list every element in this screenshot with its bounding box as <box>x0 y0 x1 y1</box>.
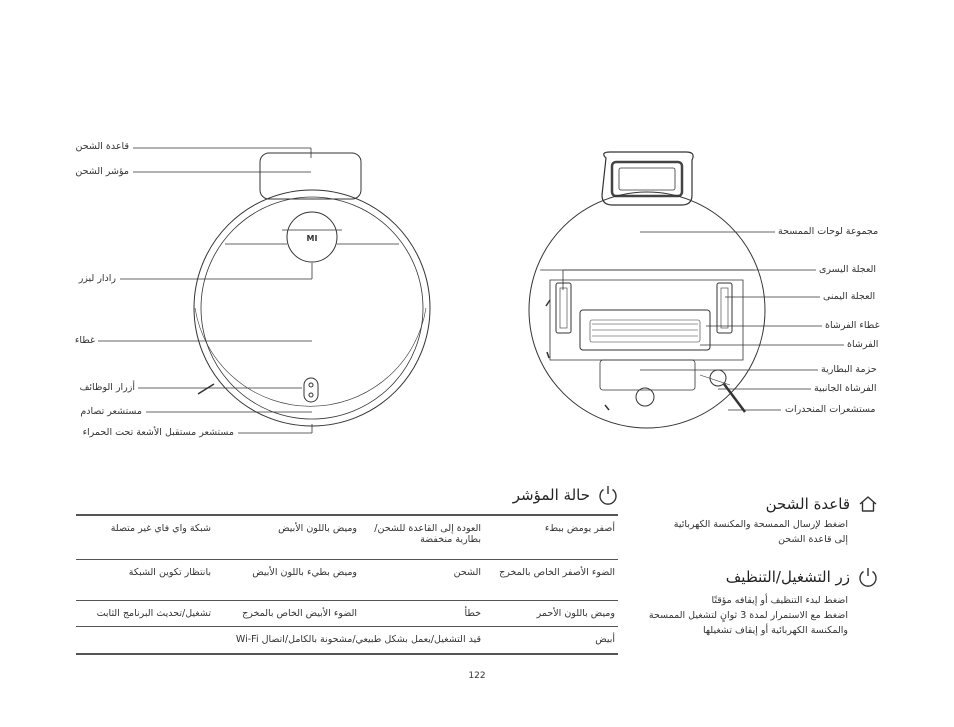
label-brush: الفرشاة <box>847 339 879 350</box>
side-brush <box>710 370 726 386</box>
power-icon <box>597 484 619 510</box>
mi-logo: MI <box>306 234 318 243</box>
robot-body-outline <box>194 190 430 426</box>
power-button-title: زر التشغيل/التنظيف <box>725 568 850 586</box>
label-charging-dock: قاعدة الشحن <box>75 141 129 152</box>
label-battery-pack: حزمة البطارية <box>821 364 877 375</box>
table-cell: قيد التشغيل/يعمل بشكل طبيعي/مشحونة بالكامل/اتصال Wi-Fi <box>235 633 481 645</box>
right-wheel <box>717 283 732 333</box>
table-row <box>76 600 618 626</box>
label-ir-receiver: مستشعر مستقبل الأشعة تحت الحمراء <box>82 427 234 438</box>
label-left-wheel: العجلة اليسرى <box>819 264 877 275</box>
table-row <box>76 559 618 600</box>
label-mop-module: مجموعة لوحات الممسحة <box>778 226 879 237</box>
table-cell: وميض باللون الأحمر <box>536 607 615 619</box>
dock-button-text-line-1: اضغط لإرسال الممسحة والمكنسة الكهربائية <box>673 519 848 530</box>
label-collision-sensor: مستشعر تصادم <box>80 406 142 417</box>
label-function-buttons: أزرار الوظائف <box>79 382 135 393</box>
table-cell: أصفر يومض ببطء <box>544 523 615 534</box>
home-icon <box>857 494 879 518</box>
battery-pack <box>600 360 695 390</box>
table-cell: الشحن <box>453 566 481 578</box>
power-button-text-line-3: والمكنسة الكهربائية أو إيقاف تشغيلها <box>703 625 848 636</box>
table-cell: العودة إلى القاعدة للشحن/ بطارية منخفضة <box>374 523 481 545</box>
table-cell: تشغيل/تحديث البرنامج الثابت <box>96 607 211 619</box>
label-laser-radar: رادار ليزر <box>78 273 116 284</box>
left-wheel <box>556 283 571 333</box>
table-cell: وميض باللون الأبيض <box>278 523 357 534</box>
table-cell: أبيض <box>595 633 615 645</box>
label-brush-cover: غطاء الفرشاة <box>825 320 880 331</box>
charging-dock-top <box>260 153 361 199</box>
table-cell: الضوء الأبيض الخاص بالمخرج <box>242 607 357 619</box>
function-buttons <box>304 378 318 402</box>
dock-button-title: قاعدة الشحن <box>765 495 850 513</box>
table-cell: وميض بطيء باللون الأبيض <box>252 566 357 578</box>
label-charging-indicator: مؤشر الشحن <box>75 166 129 177</box>
label-right-wheel: العجلة اليمنى <box>823 291 876 302</box>
page-number: 122 <box>468 671 486 681</box>
table-cell: الضوء الأصفر الخاص بالمخرج <box>499 566 615 578</box>
power-button-text-line-1: اضغط لبدء التنظيف أو إيقافه مؤقتًا <box>711 595 848 606</box>
robot-top-view <box>194 153 430 426</box>
right-leader-lines <box>563 232 844 410</box>
label-side-brush: الفرشاة الجانبية <box>814 383 877 394</box>
power-button-text-line-2: اضغط مع الاستمرار لمدة 3 ثوانٍ لتشغيل الممسحة <box>648 610 848 621</box>
dock-button-text-line-2: إلى قاعدة الشحن <box>778 534 848 545</box>
robot-bottom-view <box>529 152 765 428</box>
power-button-icon <box>857 566 879 592</box>
label-cover: غطاء <box>74 335 95 346</box>
table-cell: خطأ <box>464 607 481 619</box>
table-row <box>76 515 618 559</box>
table-row <box>76 626 618 654</box>
label-cliff-sensors: مستشعرات المنحدرات <box>785 404 876 415</box>
indicator-table <box>76 514 618 655</box>
table-cell: شبكة واي فاي غير متصلة <box>110 523 211 534</box>
indicator-title: حالة المؤشر <box>512 486 590 504</box>
table-cell: بانتظار تكوين الشبكة <box>128 566 211 578</box>
